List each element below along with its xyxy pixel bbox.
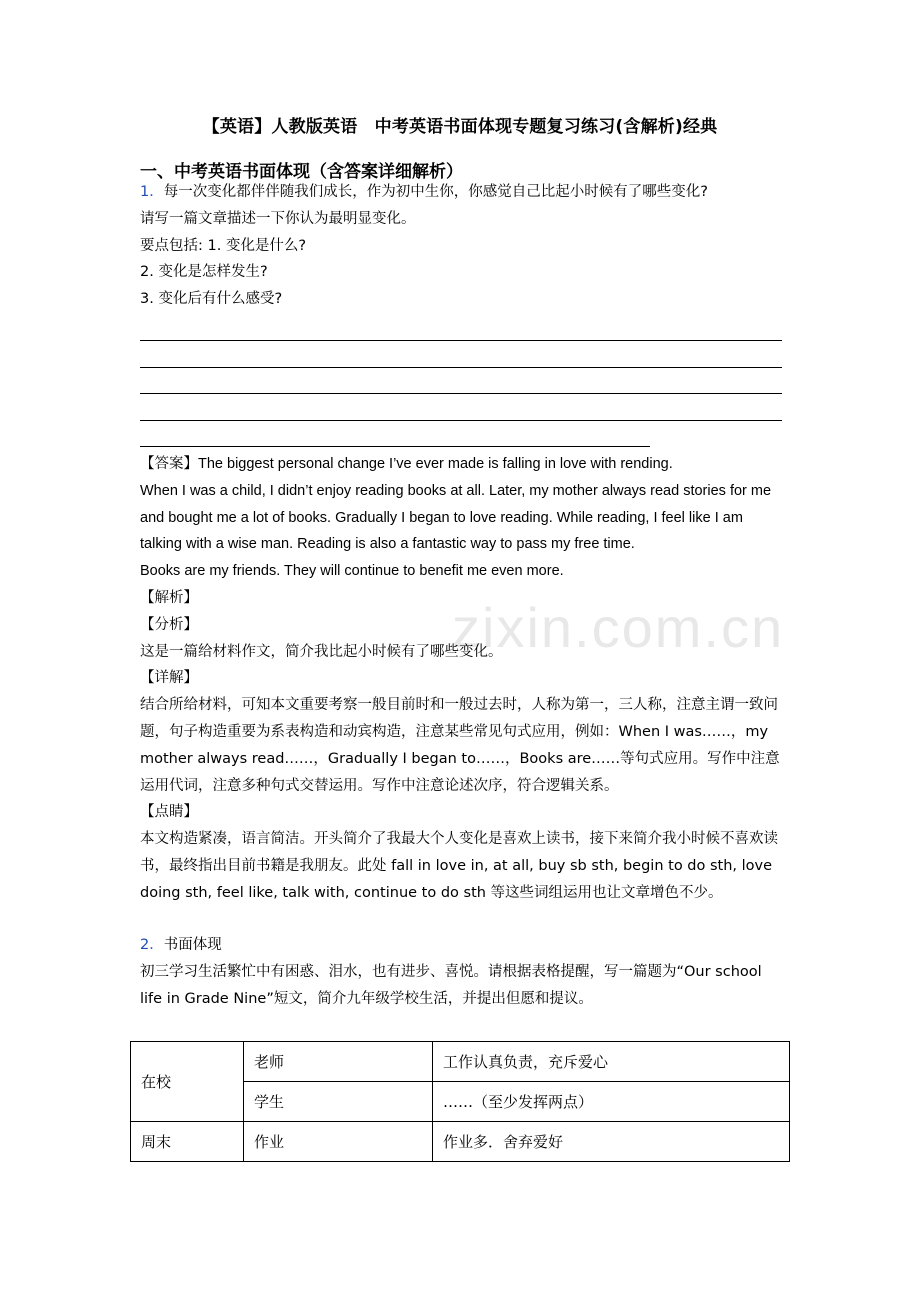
table-cell-detail: 作业多．舍弃爱好 [433,1122,790,1162]
table-cell-item: 作业 [244,1122,433,1162]
blank-line [140,341,782,367]
fenxi-text: 这是一篇给材料作文，简介我比起小时候有了哪些变化。 [140,643,503,660]
spacer [140,906,782,932]
section-heading: 一、中考英语书面体现（含答案详细解析） [140,162,463,182]
blank-line [140,421,650,447]
blank-line [140,394,782,420]
answer-paragraph1: When I was a child, I didn’t enjoy reading books at all. Later, my mother always read stories for me and bought me a lot of books. Gradually I began to love reading. While reading, I feel like I am talking with a wise man. Reading is also a fantastic way to pass my free time. [140,482,772,553]
fenxi-label: 【分析】 [140,616,198,633]
question2-prompt: 初三学习生活繁忙中有困惑、泪水，也有进步、喜悦。请根据表格提醒，写一篇题为“Our school life in Grade Nine”短文，简介九年级学校生活，并提出但愿和提议。 [140,964,762,1008]
question1-prompt-line1: 1．每一次变化都伴伴随我们成长，作为初中生你，你感觉自己比起小时候有了哪些变化? [140,184,708,200]
table-cell-detail: ……（至少发挥两点） [433,1082,790,1122]
document-title: 【英语】人教版英语 中考英语书面体现专题复习练习(含解析)经典 [202,117,718,137]
answer-label: 【答案】 [140,455,198,472]
answer-paragraph2: Books are my friends. They will continue to benefit me even more. [140,563,564,580]
analysis-label: 【解析】 [140,589,198,606]
blank-line [140,315,782,341]
table-cell-item: 学生 [244,1082,433,1122]
dianjing-text: 本文构造紧凑，语言简洁。开头简介了我最大个人变化是喜欢上读书，接下来简介我小时候不喜欢读书，最终指出目前书籍是我朋友。此处 fall in love in, at all, buy sb sth, begin to do sth, love doing sth, feel like, talk with, continue to do sth 等这些词组运用也让文章增色不少。 [140,831,778,901]
answer-line1: 【答案】The biggest personal change I’ve ever made is falling in love with rending. [140,455,673,472]
question1-number: 1． [140,184,164,200]
question1-prompt-line2: 请写一篇文章描述一下你认为最明显变化。 [140,210,416,227]
watermark: zixin.com.cn [452,596,785,659]
dianjing-label: 【点睛】 [140,804,198,821]
question1-point2: 2. 变化是怎样发生? [140,264,268,281]
question2-number: 2． [140,937,164,954]
table-cell-group: 周末 [131,1122,244,1162]
xiangjie-text: 结合所给材料，可知本文重要考察一般目前时和一般过去时，人称为第一，三人称，注意主谓一致问题，句子构造重要为系表构造和动宾构造，注意某些常见句式应用，例如：When I was……，my mother always read……，Gradually I began to……，Books are……等句式应用。写作中注意运用代词，注意多种句式交替运用。写作中注意论述次序，符合逻辑关系。 [140,697,780,794]
table-cell-item: 老师 [244,1042,433,1082]
table-cell-group: 在校 [131,1042,244,1122]
question1-answer [140,451,782,585]
table-row [131,1122,790,1162]
answer-blank-lines [140,315,782,447]
table-cell-detail: 工作认真负责，充斥爱心 [433,1042,790,1082]
question2-table [130,1041,790,1162]
table-row [131,1042,790,1082]
document-body [140,179,785,1013]
question2-heading: 2．书面体现 [140,937,222,954]
blank-line [140,368,782,394]
xiangjie-label: 【详解】 [140,670,198,687]
question1-points-intro: 要点包括: 1. 变化是什么? [140,237,307,254]
question1-point3: 3. 变化后有什么感受? [140,291,283,308]
